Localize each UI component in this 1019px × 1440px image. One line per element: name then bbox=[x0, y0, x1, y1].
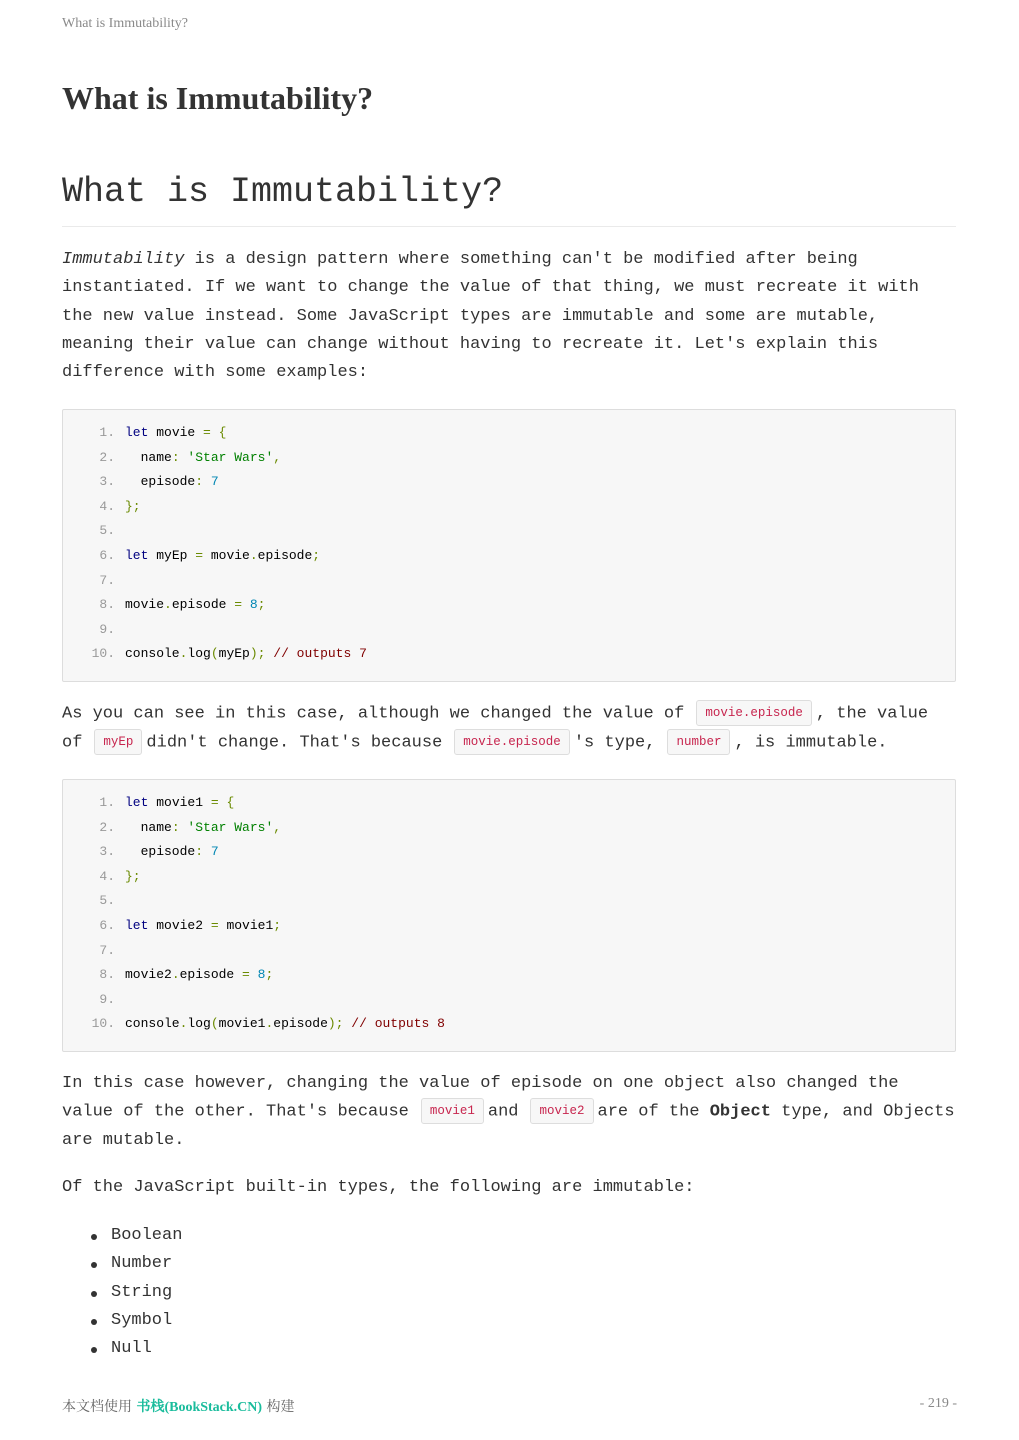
p2-text-2: , the value of bbox=[62, 704, 929, 753]
code-token: . bbox=[179, 646, 188, 662]
code-token: let bbox=[125, 548, 157, 563]
bullet-icon bbox=[91, 1319, 97, 1325]
code-token: console bbox=[125, 646, 180, 662]
code-text bbox=[125, 842, 219, 862]
inline-code-number: number bbox=[667, 729, 730, 755]
code-token: = bbox=[210, 795, 219, 810]
code-token: { bbox=[218, 795, 235, 810]
line-number: 10. bbox=[91, 1016, 115, 1032]
code-text bbox=[125, 793, 234, 813]
code-token: : bbox=[195, 844, 204, 860]
code-token: = bbox=[234, 597, 243, 613]
footer-suffix: 构建 bbox=[266, 1399, 295, 1415]
line-number: 3. bbox=[99, 844, 115, 860]
code-text bbox=[125, 644, 367, 664]
code-token: , bbox=[273, 449, 282, 465]
code-token: movie bbox=[156, 425, 204, 440]
code-token: 8 bbox=[249, 967, 266, 983]
line-number: 5. bbox=[99, 523, 115, 539]
line-number: 10. bbox=[91, 646, 115, 662]
code-token: ( bbox=[210, 1016, 219, 1032]
footer-credit bbox=[62, 1396, 295, 1416]
code-token: name bbox=[125, 819, 172, 835]
code-token: : bbox=[171, 819, 180, 835]
code-token: = bbox=[210, 918, 219, 933]
code-token: ); bbox=[249, 646, 266, 662]
section-title: What is Immutability? bbox=[62, 172, 956, 227]
code-token: movie1 bbox=[156, 795, 211, 810]
code-text bbox=[125, 448, 281, 468]
paragraph-2 bbox=[62, 700, 956, 758]
code-token: let bbox=[125, 425, 157, 440]
list-item bbox=[62, 1335, 956, 1363]
line-number: 9. bbox=[99, 991, 115, 1007]
code-token: myEp bbox=[156, 548, 196, 563]
code-text bbox=[125, 546, 320, 566]
code-token: }; bbox=[125, 498, 141, 514]
line-number: 3. bbox=[99, 474, 115, 490]
running-header: What is Immutability? bbox=[62, 16, 188, 31]
p3-strong-object: Object bbox=[709, 1102, 771, 1122]
list-item-label: Null bbox=[111, 1339, 152, 1359]
code-token: . bbox=[249, 548, 258, 563]
code-token: : bbox=[171, 449, 180, 465]
p3-text-2: and bbox=[487, 1102, 519, 1122]
line-number: 2. bbox=[99, 819, 115, 835]
code-token: , bbox=[273, 819, 282, 835]
line-number: 7. bbox=[99, 942, 115, 958]
code-token: ; bbox=[265, 967, 274, 983]
code-token: movie2 bbox=[125, 967, 172, 983]
code-token: movie bbox=[203, 548, 250, 563]
code-text bbox=[125, 818, 281, 838]
code-token: console bbox=[125, 1016, 180, 1032]
code-token: episode bbox=[125, 474, 196, 490]
code-token: // outputs 8 bbox=[343, 1016, 445, 1032]
code-text bbox=[125, 423, 226, 443]
paragraph-3 bbox=[62, 1070, 956, 1155]
bullet-icon bbox=[91, 1234, 97, 1240]
code-token: 'Star Wars' bbox=[179, 449, 274, 465]
code-token: myEp bbox=[218, 646, 250, 662]
code-token: name bbox=[125, 449, 172, 465]
list-item bbox=[62, 1279, 956, 1307]
code-block-1 bbox=[62, 409, 956, 682]
inline-code-movie2: movie2 bbox=[530, 1098, 593, 1124]
code-token: episode bbox=[179, 967, 243, 983]
list-item-label: Symbol bbox=[111, 1310, 173, 1330]
list-item bbox=[62, 1250, 956, 1278]
bullet-icon bbox=[91, 1347, 97, 1353]
line-number: 6. bbox=[99, 548, 115, 563]
list-item-label: Number bbox=[111, 1254, 173, 1274]
list-item bbox=[62, 1222, 956, 1250]
code-token: }; bbox=[125, 868, 141, 884]
inline-code-movie-episode: movie.episode bbox=[696, 700, 812, 726]
code-token: 'Star Wars' bbox=[179, 819, 274, 835]
code-token: = bbox=[195, 548, 204, 563]
code-token: log bbox=[187, 1016, 211, 1032]
intro-paragraph bbox=[62, 246, 956, 387]
code-token: ; bbox=[273, 918, 282, 933]
code-token: . bbox=[265, 1016, 274, 1032]
footer-brand-link[interactable]: 书栈(BookStack.CN) bbox=[136, 1400, 263, 1415]
code-token: movie1 bbox=[218, 1016, 266, 1032]
line-number: 2. bbox=[99, 449, 115, 465]
line-number: 8. bbox=[99, 967, 115, 983]
code-block-2 bbox=[62, 779, 956, 1052]
code-text bbox=[125, 595, 265, 615]
p2-text-3: didn't change. That's because bbox=[146, 733, 443, 753]
code-token: 7 bbox=[203, 474, 219, 490]
line-number: 6. bbox=[99, 918, 115, 933]
code-token: = bbox=[242, 967, 250, 983]
code-token: . bbox=[179, 1016, 188, 1032]
code-token: episode bbox=[257, 548, 313, 563]
code-token: // outputs 7 bbox=[265, 646, 367, 662]
code-token: ( bbox=[210, 646, 219, 662]
code-token: . bbox=[164, 597, 172, 613]
code-token: movie2 bbox=[156, 918, 211, 933]
code-token: . bbox=[171, 967, 180, 983]
code-text bbox=[125, 1014, 445, 1034]
line-number: 5. bbox=[99, 893, 115, 909]
paragraph-4: Of the JavaScript built-in types, the following are immutable: bbox=[62, 1178, 695, 1197]
inline-code-movie-episode-2: movie.episode bbox=[454, 729, 570, 755]
code-token: movie1 bbox=[218, 918, 274, 933]
line-number: 7. bbox=[99, 572, 115, 588]
p3-text-1: In this case however, changing the value of episode on one object also changed the value of the other. That's because bbox=[62, 1074, 899, 1122]
p3-text-3: are of the bbox=[597, 1102, 700, 1122]
list-item-label: String bbox=[111, 1282, 173, 1302]
line-number: 4. bbox=[99, 868, 115, 884]
inline-code-myep: myEp bbox=[94, 729, 142, 755]
list-item bbox=[62, 1307, 956, 1335]
p3-text-4: type, and Objects are mutable. bbox=[62, 1102, 955, 1151]
line-number: 9. bbox=[99, 621, 115, 637]
code-token: ); bbox=[327, 1016, 344, 1032]
code-token: : bbox=[195, 474, 204, 490]
p2-text-5: , is immutable. bbox=[734, 733, 888, 753]
list-item-label: Boolean bbox=[111, 1226, 183, 1245]
page-number: - 219 - bbox=[919, 1396, 957, 1411]
code-token: log bbox=[187, 646, 211, 662]
intro-emphasis: Immutability bbox=[62, 250, 185, 269]
code-text bbox=[125, 916, 281, 936]
bullet-icon bbox=[91, 1262, 97, 1268]
line-number: 1. bbox=[99, 425, 115, 440]
footer-prefix: 本文档使用 bbox=[62, 1399, 132, 1415]
code-token: episode bbox=[171, 597, 235, 613]
code-token: ; bbox=[257, 597, 266, 613]
code-token: 7 bbox=[203, 844, 219, 860]
inline-code-movie1: movie1 bbox=[421, 1098, 484, 1124]
bullet-icon bbox=[91, 1291, 97, 1297]
code-text bbox=[125, 472, 219, 492]
chapter-title: What is Immutability? bbox=[62, 80, 374, 116]
line-number: 8. bbox=[99, 597, 115, 613]
line-number: 4. bbox=[99, 498, 115, 514]
code-token: movie bbox=[125, 597, 165, 613]
immutable-types-list bbox=[62, 1222, 956, 1363]
code-text bbox=[125, 867, 141, 887]
code-token: { bbox=[210, 425, 227, 440]
code-token: ; bbox=[312, 548, 321, 563]
code-token: 8 bbox=[242, 597, 258, 613]
code-text bbox=[125, 965, 273, 985]
code-token: let bbox=[125, 795, 157, 810]
code-token: episode bbox=[273, 1016, 328, 1032]
intro-text: is a design pattern where something can't be modified after being instantiated. If we want to change the value of that thing, we must recreate it with the new value instead. Some JavaScript types are immutable and some are mutable, meaning their value can change without having to recreate it. Let's explain this difference with some examples: bbox=[62, 250, 919, 383]
p2-text-1: As you can see in this case, although we changed the value of bbox=[62, 704, 685, 724]
code-token: episode bbox=[125, 844, 196, 860]
code-token: let bbox=[125, 918, 157, 933]
code-token: = bbox=[203, 425, 211, 440]
line-number: 1. bbox=[99, 795, 115, 810]
p2-text-4: 's type, bbox=[573, 733, 656, 753]
code-text bbox=[125, 497, 141, 517]
